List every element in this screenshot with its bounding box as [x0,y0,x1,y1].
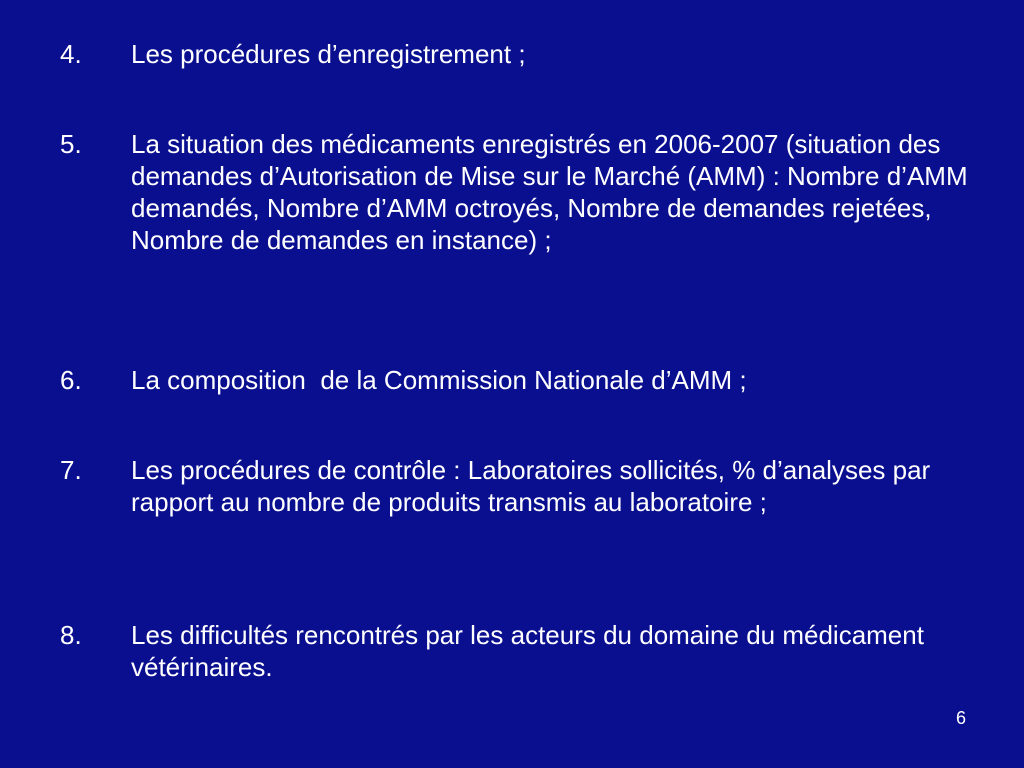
list-item [60,38,980,70]
list-item-text: Les procédures d’enregistrement ; [131,39,526,69]
list-item-text: Les procédures de contrôle : Laboratoires sollicités, % d’analyses par rapport au nombre de produits transmis au laboratoire ; [131,455,931,517]
list-item-number: 6. [60,365,82,395]
list-item-number: 8. [60,620,82,650]
list-item-text: La situation des médicaments enregistrés en 2006-2007 (situation des demandes d’Autorisation de Mise sur le Marché (AMM) : Nombre d’AMM demandés, Nombre d’AMM octroyés, Nombre de demandes rejetées, Nombre de demandes en instance) ; [131,129,968,255]
page-number: 6 [955,708,966,728]
list-item-number: 4. [60,39,82,69]
list-item-number: 5. [60,129,82,159]
list-item-text: La composition de la Commission Nationale d’AMM ; [131,365,747,395]
list-item [60,454,980,518]
list-item-number: 7. [60,455,82,485]
list-item [60,619,980,683]
list-item-text: Les difficultés rencontrés par les acteurs du domaine du médicament vétérinaires. [131,620,924,682]
list-item [60,128,980,256]
list-item [60,364,980,396]
